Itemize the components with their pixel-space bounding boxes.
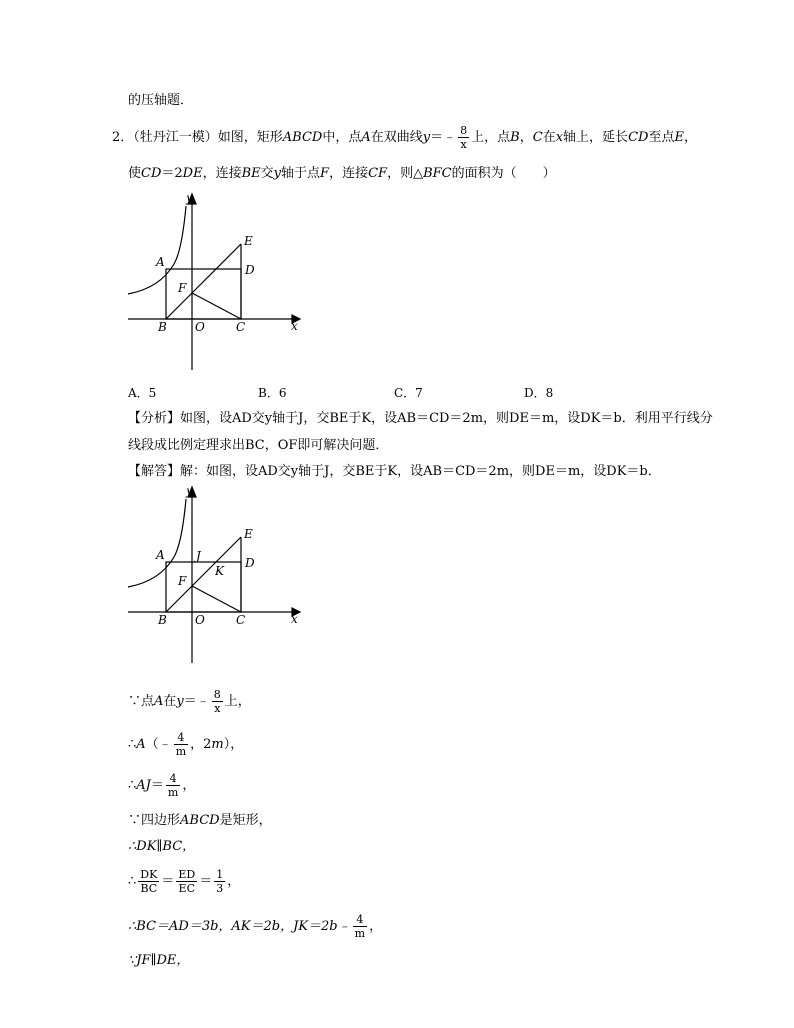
label-c: C: [236, 613, 246, 627]
label-a: A: [156, 255, 165, 269]
label-c: C: [236, 320, 246, 334]
question-line-1: 2．（牡丹江一模）如图，矩形ABCD中，点A在双曲线y＝﹣ $\frac{8}{x}$ 上，点B，C在x轴上，延长CD至点E，: [112, 124, 697, 151]
analysis-line-1: 【分析】如图，设AD交y轴于J，交BE于K，设AB＝CD＝2m，则DE＝m，设DK＝b．利用平行线分: [128, 411, 713, 426]
label-f: F: [178, 281, 187, 295]
label-f: F: [178, 574, 187, 588]
figure-2: [120, 483, 310, 668]
text-line-1: 的压轴题．: [128, 93, 194, 108]
label-e: E: [244, 234, 253, 248]
label-d: D: [245, 556, 255, 570]
step-7: ∴BC＝AD＝3b，AK＝2b，JK＝2b﹣ $\frac{4}{m}$ ，: [128, 913, 383, 940]
label-j: J: [196, 549, 201, 563]
label-d: D: [245, 263, 255, 277]
label-x: x: [291, 319, 298, 333]
segment-fc: [192, 586, 241, 612]
step-4: ∵四边形ABCD是矩形，: [128, 813, 272, 828]
label-y: y: [186, 191, 193, 205]
label-b: B: [158, 613, 167, 627]
option-c: C．7: [394, 386, 423, 400]
label-o: O: [195, 320, 205, 334]
label-a: A: [156, 548, 165, 562]
step-6: ∴ $\frac{DK}{BC}$ ＝ $\frac{ED}{EC}$ ＝ $\frac{1}{3}$ ，: [128, 868, 241, 895]
step-8: ∵JF∥DE，: [128, 953, 190, 968]
question-line-2: 使CD＝2DE，连接BE交y轴于点F，连接CF，则△BFC的面积为（ ）: [128, 166, 556, 181]
figure-1: [120, 190, 310, 375]
option-d: D．8: [524, 386, 554, 400]
label-e: E: [244, 527, 253, 541]
option-a: A．5: [128, 386, 157, 400]
label-b: B: [158, 320, 167, 334]
label-y: y: [186, 484, 193, 498]
step-3: ∴AJ＝ $\frac{4}{m}$ ，: [128, 772, 196, 799]
step-1: ∵点A在y＝﹣ $\frac{8}{x}$ 上，: [128, 688, 251, 715]
solution-line-1: 【解答】解：如图，设AD交y轴于J，交BE于K，设AB＝CD＝2m，则DE＝m，设DK＝b．: [128, 464, 661, 479]
option-b: B．6: [258, 386, 287, 400]
fraction: $\frac{8}{x}$: [460, 124, 468, 151]
step-5: ∴DK∥BC，: [128, 839, 196, 854]
analysis-line-2: 线段成比例定理求出BC，OF即可解决问题．: [128, 438, 389, 453]
segment-fc: [192, 293, 241, 319]
label-o: O: [195, 613, 205, 627]
label-x: x: [291, 612, 298, 626]
label-k: K: [215, 564, 224, 578]
step-2: ∴A（﹣ $\frac{4}{m}$ ，2m），: [128, 731, 244, 758]
